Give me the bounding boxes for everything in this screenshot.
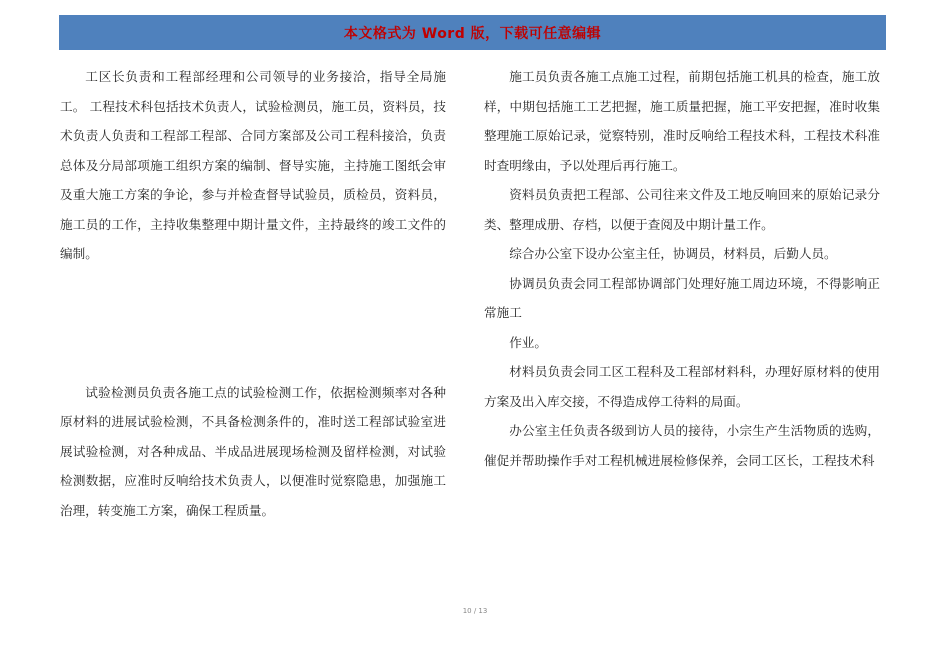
- paragraph: 综合办公室下设办公室主任，协调员，材料员，后勤人员。: [509, 246, 837, 261]
- left-column: [60, 62, 446, 525]
- paragraph: 工区长负责和工程部经理和公司领导的业务接洽，指导全局施工。 工程技术科包括技术负责人，试验检测员，施工员，资料员，技术负责人负责和工程部工程部、合同方案部及公司工程科接洽，负责总体及分局部项施工组织方案的编制、督导实施，主持施工图纸会审及重大施工方案的争论，参与并检查督导试验员，质检员，资料员，施工员的工作，主持收集整理中期计量文件，主持最终的竣工文件的编制。: [60, 69, 446, 261]
- right-column: [484, 62, 880, 475]
- paragraph: 资料员负责把工程部、公司往来文件及工地反响回来的原始记录分类、整理成册、存档，以便于查阅及中期计量工作。: [484, 187, 880, 232]
- header-banner: [59, 15, 886, 50]
- paragraph: 协调员负责会同工程部协调部门处理好施工周边环境，不得影响正常施工: [484, 275, 880, 320]
- banner-title: 本文格式为 Word 版，下载可任意编辑: [343, 25, 602, 42]
- paragraph: 材料员负责会同工区工程科及工程部材料科，办理好原材料的使用方案及出入库交接，不得造成停工待料的局面。: [484, 364, 880, 409]
- paragraph: 作业。: [509, 334, 547, 350]
- paragraph: 施工员负责各施工点施工过程，前期包括施工机具的检查，施工放样，中期包括施工工艺把握，施工质量把握，施工平安把握，准时收集整理施工原始记录，觉察特别，准时反响给工程技术科，工程技术科准时查明缘由，予以处理后再行施工。: [484, 69, 880, 173]
- paragraph: 试验检测员负责各施工点的试验检测工作，依据检测频率对各种原材料的进展试验检测，不具备检测条件的，准时送工程部试验室进展试验检测，对各种成品、半成品进展现场检测及留样检测，对试验检测数据，应准时反响给技术负责人，以便准时觉察隐患，加强施工治理，转变施工方案，确保工程质量。: [60, 384, 446, 518]
- column-gap: [60, 269, 446, 378]
- page-number: 10 / 13: [462, 607, 488, 615]
- paragraph: 办公室主任负责各级到访人员的接待，小宗生产生活物质的选购，催促并帮助操作手对工程机械进展检修保养，会同工区长，工程技术科: [484, 423, 880, 468]
